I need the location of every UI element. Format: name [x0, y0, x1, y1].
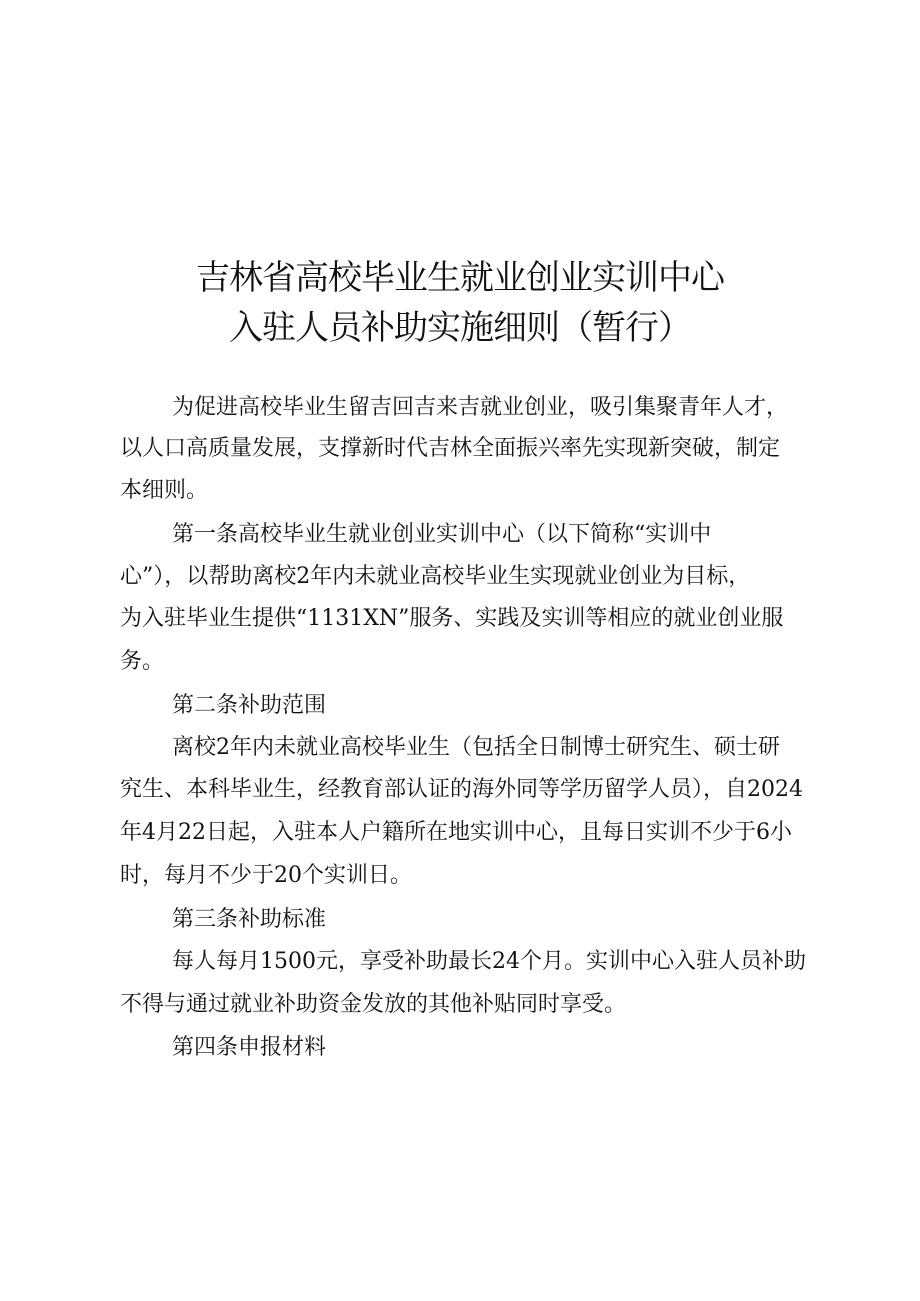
preamble-line-2: 以人口高质量发展，支撑新时代吉林全面振兴率先实现新突破，制定 [120, 436, 781, 461]
article-1-line-1: 第一条高校毕业生就业创业实训中心（以下简称“实训中 [172, 522, 712, 547]
article-2-heading: 第二条补助范围 [172, 693, 327, 718]
article-3-line-2: 不得与通过就业补助资金发放的其他补贴同时享受。 [120, 992, 627, 1017]
article-2-line-2: 究生、本科毕业生，经教育部认证的海外同等学历留学人员），自2024 [120, 777, 803, 802]
document-title-line-1: 吉林省高校毕业生就业创业实训中心 [196, 258, 724, 298]
article-3-heading: 第三条补助标准 [172, 907, 327, 932]
preamble-line-3: 本细则。 [120, 478, 209, 503]
article-1-line-4: 务。 [120, 649, 165, 674]
preamble-line-1: 为促进高校毕业生留吉回吉来吉就业创业，吸引集聚青年人才， [172, 395, 789, 420]
document-title-line-2: 入驻人员补助实施细则（暂行） [229, 308, 691, 348]
article-2-line-1: 离校2年内未就业高校毕业生（包括全日制博士研究生、硕士研 [172, 735, 780, 760]
article-2-line-4: 时，每月不少于20个实训日。 [120, 863, 412, 888]
article-4-heading: 第四条申报材料 [172, 1035, 327, 1060]
article-1-line-3: 为入驻毕业生提供“1131XN”服务、实践及实训等相应的就业创业服 [120, 606, 784, 631]
article-1-line-2: 心”），以帮助离校2年内未就业高校毕业生实现就业创业为目标， [120, 564, 751, 589]
article-2-line-3: 年4月22日起，入驻本人户籍所在地实训中心，且每日实训不少于6小 [120, 820, 792, 845]
article-3-line-1: 每人每月1500元，享受补助最长24个月。实训中心入驻人员补助 [172, 949, 806, 974]
